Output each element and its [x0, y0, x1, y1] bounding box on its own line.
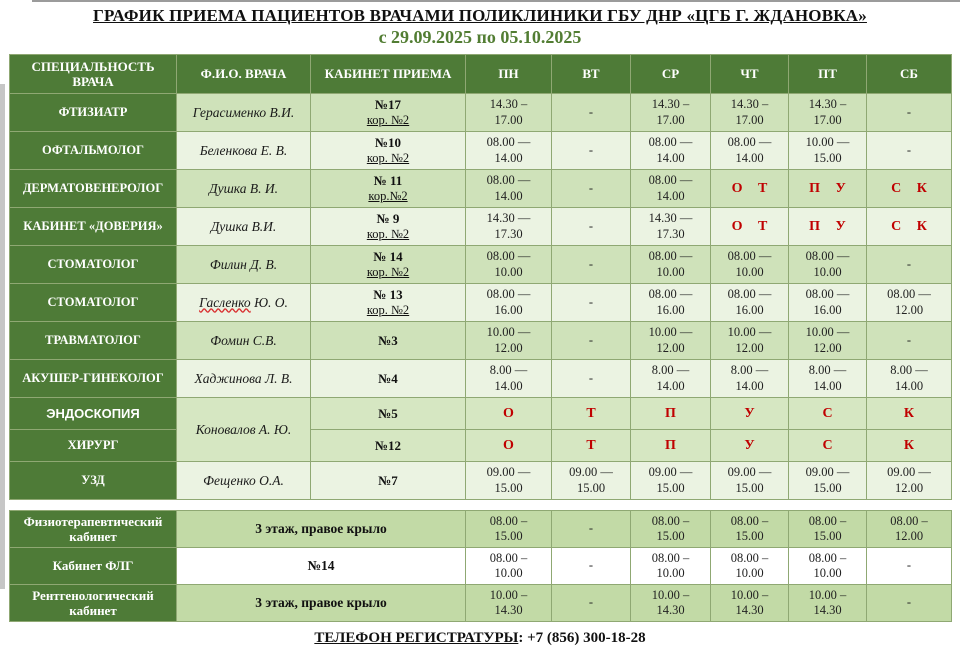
cabinet-number: №3: [378, 332, 398, 348]
specialty-cell: СТОМАТОЛОГ: [10, 284, 177, 322]
doctor-cell: Филин Д. В.: [177, 246, 311, 284]
time-text: 09.00 — 15.00: [805, 465, 850, 495]
time-cell-fri: [789, 511, 867, 548]
time-text: 8.00 — 14.00: [489, 363, 528, 393]
time-cell-tue: [552, 132, 631, 170]
vacation-letters: П У: [809, 181, 846, 196]
scan-artifact-left-edge: [0, 84, 5, 589]
time-text: 08.00 — 16.00: [805, 287, 850, 317]
doctor-cell: Душка В.И.: [177, 208, 311, 246]
time-text: 10.00 — 15.00: [805, 135, 850, 165]
header-row: [10, 55, 952, 94]
time-cell-wed: [631, 132, 711, 170]
time-text: -: [588, 142, 594, 157]
room-name-cell: Кабинет ФЛГ: [10, 548, 177, 585]
time-text: 14.30 – 17.00: [730, 97, 769, 127]
time-text: 10.00 — 12.00: [727, 325, 772, 355]
vacation-cell-sat: [867, 170, 952, 208]
day-header-tue: ВТ: [552, 55, 631, 94]
time-cell-mon: [466, 548, 552, 585]
specialty-cell: СТОМАТОЛОГ: [10, 246, 177, 284]
time-text: 08.00 — 14.00: [486, 173, 531, 203]
cabinet-building: кор. №2: [366, 113, 410, 128]
vacation-cell-sat: [867, 398, 952, 430]
time-cell-wed: [631, 208, 711, 246]
vacation-cell-tue: [552, 430, 631, 462]
time-cell-mon: [466, 462, 552, 500]
time-cell-wed: [631, 322, 711, 360]
vacation-letters: С К: [891, 181, 927, 196]
time-text: 08.00 – 15.00: [730, 513, 769, 544]
day-header-sat: СБ: [867, 55, 952, 94]
vacation-letter: П: [665, 406, 676, 421]
time-cell-wed: [631, 170, 711, 208]
time-cell-thu: [711, 462, 789, 500]
time-cell-mon: [466, 585, 552, 622]
cabinet-cell: [311, 322, 466, 360]
schedule-row: [10, 94, 952, 132]
time-cell-fri: [789, 360, 867, 398]
vacation-cell-thu: [711, 398, 789, 430]
time-cell-tue: [552, 322, 631, 360]
time-text: 08.00 — 16.00: [727, 287, 772, 317]
cabinet-building: кор. №2: [366, 265, 410, 280]
time-text: -: [906, 595, 912, 610]
col-header-cabinet: КАБИНЕТ ПРИЕМА: [311, 55, 466, 94]
cabinet-cell: [311, 208, 466, 246]
time-text: 14.30 — 17.30: [648, 211, 693, 241]
time-cell-fri: [789, 585, 867, 622]
date-range: с 29.09.2025 по 05.10.2025: [378, 27, 582, 48]
cabinet-cell: [311, 398, 466, 430]
vacation-cell-mon: [466, 398, 552, 430]
vacation-letter: К: [903, 438, 915, 453]
time-cell-tue: [552, 462, 631, 500]
time-text: 8.00 — 14.00: [651, 363, 690, 393]
time-text: -: [906, 332, 912, 347]
registry-phone-number: : +7 (856) 300-18-28: [518, 630, 646, 647]
doctor-name-misspelled: Гасленко: [199, 294, 251, 310]
schedule-row: [10, 284, 952, 322]
room-row: [10, 511, 952, 548]
vacation-letter: К: [903, 406, 915, 421]
time-cell-fri: [789, 132, 867, 170]
specialty-cell: ДЕРМАТОВЕНЕРОЛОГ: [10, 170, 177, 208]
time-text: 08.00 – 15.00: [808, 513, 847, 544]
time-text: -: [588, 558, 594, 573]
vacation-letters: С К: [891, 219, 927, 234]
time-text: 14.30 – 17.00: [651, 97, 690, 127]
time-cell-tue: [552, 208, 631, 246]
cabinet-number: № 13: [373, 286, 403, 302]
doctor-cell: Фещенко О.А.: [177, 462, 311, 500]
cabinet-number: №12: [374, 437, 402, 453]
cabinet-number: № 14: [373, 248, 403, 264]
cabinet-cell: [311, 132, 466, 170]
doctor-cell: Фомин С.В.: [177, 322, 311, 360]
rooms-table: [9, 510, 952, 622]
time-cell-mon: [466, 360, 552, 398]
time-cell-sat: [867, 548, 952, 585]
vacation-letter: У: [744, 406, 755, 421]
schedule-row: [10, 132, 952, 170]
cabinet-number: № 9: [376, 210, 400, 226]
room-location-cell: 3 этаж, правое крыло: [177, 585, 466, 622]
time-text: -: [588, 595, 594, 610]
time-cell-mon: [466, 208, 552, 246]
schedule-row: [10, 398, 952, 430]
specialty-cell: ОФТАЛЬМОЛОГ: [10, 132, 177, 170]
time-cell-sat: [867, 360, 952, 398]
time-cell-sat: [867, 322, 952, 360]
time-cell-sat: [867, 132, 952, 170]
vacation-cell-thu: [711, 208, 789, 246]
time-cell-wed: [631, 585, 711, 622]
time-cell-fri: [789, 462, 867, 500]
time-text: 08.00 — 10.00: [805, 249, 850, 279]
vacation-cell-wed: [631, 398, 711, 430]
col-header-specialty: СПЕЦИАЛЬНОСТЬ ВРАЧА: [10, 55, 177, 94]
time-cell-sat: [867, 511, 952, 548]
cabinet-number: № 11: [373, 172, 403, 188]
cabinet-cell: [311, 246, 466, 284]
time-text: -: [588, 370, 594, 385]
vacation-letter: У: [744, 438, 755, 453]
doctor-cell: Хаджинова Л. В.: [177, 360, 311, 398]
vacation-letters: О Т: [731, 181, 768, 196]
schedule-row: [10, 208, 952, 246]
time-text: 08.00 — 16.00: [486, 287, 531, 317]
time-cell-fri: [789, 246, 867, 284]
time-text: 10.00 — 12.00: [648, 325, 693, 355]
time-text: 10.00 – 14.30: [808, 587, 847, 618]
time-text: -: [588, 218, 594, 233]
vacation-cell-thu: [711, 170, 789, 208]
cabinet-number: №17: [374, 96, 402, 112]
time-cell-mon: [466, 94, 552, 132]
time-text: -: [588, 332, 594, 347]
time-text: 09.00 — 15.00: [727, 465, 772, 495]
time-cell-sat: [867, 585, 952, 622]
cabinet-cell: [311, 94, 466, 132]
specialty-cell: ТРАВМАТОЛОГ: [10, 322, 177, 360]
room-row: [10, 585, 952, 622]
time-text: -: [588, 294, 594, 309]
time-text: 08.00 – 12.00: [890, 513, 928, 544]
day-header-thu: ЧТ: [711, 55, 789, 94]
time-text: -: [906, 256, 912, 271]
day-header-fri: ПТ: [789, 55, 867, 94]
time-text: 10.00 — 12.00: [805, 325, 850, 355]
time-cell-mon: [466, 132, 552, 170]
cabinet-cell: [311, 430, 466, 462]
time-cell-tue: [552, 511, 631, 548]
day-header-wed: СР: [631, 55, 711, 94]
time-cell-fri: [789, 284, 867, 322]
specialty-cell: АКУШЕР-ГИНЕКОЛОГ: [10, 360, 177, 398]
time-cell-tue: [552, 246, 631, 284]
time-text: 10.00 – 14.30: [651, 587, 690, 618]
time-text: 08.00 — 12.00: [887, 287, 931, 317]
specialty-cell: ФТИЗИАТР: [10, 94, 177, 132]
cabinet-number: №7: [378, 472, 398, 488]
time-text: 08.00 — 10.00: [727, 249, 772, 279]
time-cell-fri: [789, 94, 867, 132]
time-cell-wed: [631, 94, 711, 132]
time-cell-thu: [711, 322, 789, 360]
time-cell-tue: [552, 585, 631, 622]
doctor-cell: [177, 284, 311, 322]
specialty-cell: КАБИНЕТ «ДОВЕРИЯ»: [10, 208, 177, 246]
time-text: 08.00 — 14.00: [486, 135, 531, 165]
vacation-cell-sat: [867, 208, 952, 246]
cabinet-building: кор.№2: [368, 189, 408, 204]
page-title: [0, 5, 960, 26]
vacation-letters: О Т: [731, 219, 768, 234]
time-cell-thu: [711, 548, 789, 585]
doctor-cell: Беленкова Е. В.: [177, 132, 311, 170]
cabinet-building: кор. №2: [366, 151, 410, 166]
col-header-doctor: Ф.И.О. ВРАЧА: [177, 55, 311, 94]
time-text: -: [906, 142, 912, 157]
doctor-cell: Душка В. И.: [177, 170, 311, 208]
time-text: 08.00 – 10.00: [489, 550, 528, 581]
time-text: 8.00 — 14.00: [890, 363, 928, 393]
time-text: -: [906, 104, 912, 119]
time-text: -: [588, 521, 594, 536]
time-cell-thu: [711, 132, 789, 170]
time-text: 09.00 — 15.00: [486, 465, 531, 495]
vacation-cell-fri: [789, 170, 867, 208]
scan-artifact-top-edge: [32, 0, 960, 2]
time-cell-thu: [711, 284, 789, 322]
schedule-row: [10, 170, 952, 208]
time-text: 08.00 – 15.00: [651, 513, 690, 544]
vacation-letter: Т: [586, 438, 596, 453]
time-cell-mon: [466, 322, 552, 360]
time-cell-mon: [466, 284, 552, 322]
cabinet-cell: [311, 360, 466, 398]
time-text: 14.30 – 17.00: [808, 97, 847, 127]
vacation-letter: О: [503, 406, 514, 421]
vacation-cell-mon: [466, 430, 552, 462]
time-text: 10.00 – 14.30: [489, 587, 528, 618]
time-cell-fri: [789, 322, 867, 360]
cabinet-building: кор. №2: [366, 227, 410, 242]
day-header-mon: ПН: [466, 55, 552, 94]
schedule-row: [10, 246, 952, 284]
time-cell-fri: [789, 548, 867, 585]
vacation-cell-tue: [552, 398, 631, 430]
time-text: 08.00 — 10.00: [648, 249, 693, 279]
schedule-table: [9, 54, 952, 500]
vacation-cell-fri: [789, 430, 867, 462]
room-location-cell: 3 этаж, правое крыло: [177, 511, 466, 548]
time-text: 08.00 — 10.00: [486, 249, 531, 279]
time-text: 10.00 – 14.30: [730, 587, 769, 618]
time-cell-sat: [867, 246, 952, 284]
cabinet-cell: [311, 462, 466, 500]
cabinet-number: №10: [374, 134, 402, 150]
time-text: -: [906, 558, 912, 573]
page-title-text: ГРАФИК ПРИЕМА ПАЦИЕНТОВ ВРАЧАМИ ПОЛИКЛИНИКИ ГБУ ДНР «ЦГБ Г. ЖДАНОВКА»: [93, 6, 867, 25]
time-cell-sat: [867, 284, 952, 322]
time-cell-thu: [711, 94, 789, 132]
time-cell-thu: [711, 511, 789, 548]
cabinet-cell: [311, 170, 466, 208]
time-cell-thu: [711, 246, 789, 284]
time-text: 09.00 — 12.00: [887, 465, 931, 495]
vacation-letter: С: [822, 406, 833, 421]
time-text: 14.30 — 17.30: [486, 211, 531, 241]
vacation-cell-wed: [631, 430, 711, 462]
vacation-letter: П: [665, 438, 676, 453]
time-text: 08.00 – 15.00: [489, 513, 528, 544]
time-cell-thu: [711, 360, 789, 398]
time-text: 08.00 — 14.00: [648, 173, 693, 203]
room-row: [10, 548, 952, 585]
time-cell-sat: [867, 462, 952, 500]
cabinet-number: №4: [378, 370, 398, 386]
time-cell-tue: [552, 94, 631, 132]
vacation-cell-fri: [789, 398, 867, 430]
cabinet-number: №5: [378, 405, 398, 421]
time-text: 8.00 — 14.00: [730, 363, 769, 393]
vacation-cell-thu: [711, 430, 789, 462]
time-text: -: [588, 104, 594, 119]
time-text: 08.00 – 10.00: [730, 550, 769, 581]
room-location-cell: №14: [177, 548, 466, 585]
cabinet-building: кор. №2: [366, 303, 410, 318]
time-text: -: [588, 256, 594, 271]
specialty-cell: ХИРУРГ: [10, 430, 177, 462]
time-cell-wed: [631, 284, 711, 322]
time-text: 8.00 — 14.00: [808, 363, 847, 393]
specialty-cell: ЭНДОСКОПИЯ: [10, 398, 177, 430]
time-text: 08.00 – 10.00: [808, 550, 847, 581]
time-text: 09.00 — 15.00: [648, 465, 693, 495]
schedule-row: [10, 430, 952, 462]
time-text: 08.00 — 14.00: [648, 135, 693, 165]
time-cell-wed: [631, 511, 711, 548]
time-text: -: [588, 180, 594, 195]
room-name-cell: Рентгенологический кабинет: [10, 585, 177, 622]
time-cell-wed: [631, 246, 711, 284]
time-text: 08.00 — 16.00: [648, 287, 693, 317]
specialty-cell: УЗД: [10, 462, 177, 500]
vacation-letters: П У: [809, 219, 846, 234]
doctor-name-initials: Ю. О.: [250, 294, 288, 310]
time-text: 08.00 – 10.00: [651, 550, 690, 581]
time-cell-mon: [466, 511, 552, 548]
time-cell-tue: [552, 170, 631, 208]
vacation-letter: Т: [586, 406, 596, 421]
time-text: 10.00 — 12.00: [486, 325, 531, 355]
room-name-cell: Физиотерапевтический кабинет: [10, 511, 177, 548]
vacation-cell-fri: [789, 208, 867, 246]
schedule-row: [10, 322, 952, 360]
time-cell-tue: [552, 284, 631, 322]
cabinet-cell: [311, 284, 466, 322]
vacation-letter: О: [503, 438, 514, 453]
schedule-row: [10, 360, 952, 398]
registry-phone-label: ТЕЛЕФОН РЕГИСТРАТУРЫ: [314, 630, 519, 647]
time-cell-wed: [631, 462, 711, 500]
vacation-cell-sat: [867, 430, 952, 462]
doctor-cell: Коновалов А. Ю.: [177, 398, 311, 462]
time-cell-thu: [711, 585, 789, 622]
schedule-row: [10, 462, 952, 500]
vacation-letter: С: [822, 438, 833, 453]
time-cell-tue: [552, 548, 631, 585]
time-text: 14.30 – 17.00: [489, 97, 528, 127]
time-cell-wed: [631, 360, 711, 398]
time-cell-mon: [466, 246, 552, 284]
time-cell-wed: [631, 548, 711, 585]
time-cell-mon: [466, 170, 552, 208]
time-cell-sat: [867, 94, 952, 132]
time-text: 09.00 — 15.00: [569, 465, 613, 495]
time-text: 08.00 — 14.00: [727, 135, 772, 165]
time-cell-tue: [552, 360, 631, 398]
doctor-cell: Герасименко В.И.: [177, 94, 311, 132]
registry-phone: [0, 630, 960, 647]
